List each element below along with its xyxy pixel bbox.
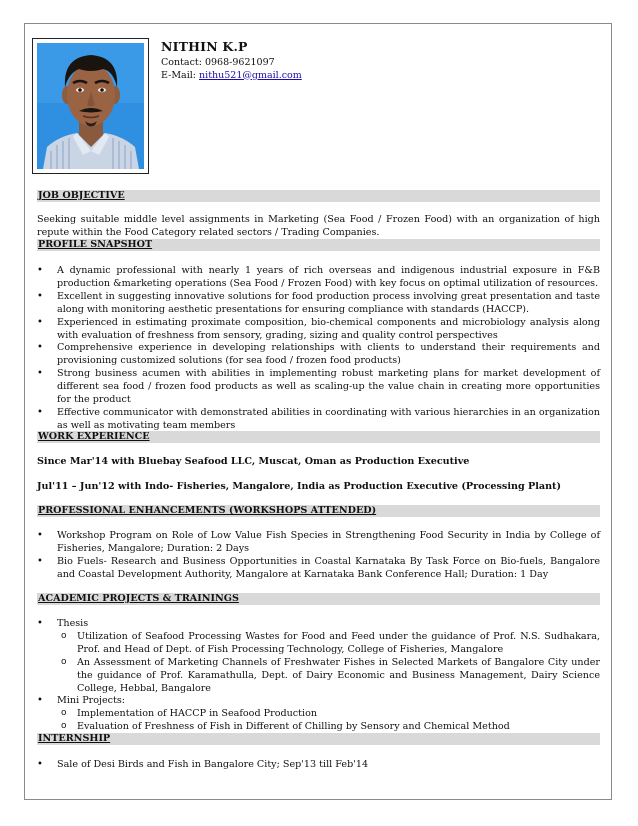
email-line — [161, 70, 302, 83]
section-header-work-experience: WORK EXPERIENCE — [37, 431, 600, 443]
list-item: • A dynamic professional with nearly 1 years of rich overseas and indigenous industrial exposure in F&B production &marketing operations (Sea Food / Frozen Food) with key focus on optimal utilization of resources. — [37, 265, 600, 291]
mini-projects-label: Mini Projects: — [57, 695, 126, 707]
internship-list — [37, 759, 600, 772]
contact-label: Contact: — [161, 57, 202, 68]
sub-list-item: o Evaluation of Freshness of Fish in Different of Chilling by Sensory and Chemical Method — [57, 721, 600, 734]
section-header-academic-projects: ACADEMIC PROJECTS & TRAININGS — [37, 593, 600, 605]
profile-photo-image — [37, 43, 144, 169]
list-item: • Excellent in suggesting innovative solutions for food production process involving great presentation and taste along with monitoring aesthetic presentations for ensuring compliance with standards (HACCP). — [37, 291, 600, 317]
candidate-name: NITHIN K.P — [161, 39, 248, 54]
contact-line — [161, 57, 302, 70]
email-label: E-Mail: — [161, 69, 196, 81]
list-item: • Strong business acumen with abilities in implementing robust marketing plans for market development of different sea food / frozen food products as well as scaling-up the value chain in creating more opportunities for the product — [37, 368, 600, 407]
list-item: • Comprehensive experience in developing relationships with clients to understand their requirements and provisioning customized solutions (for sea food / frozen food products) — [37, 342, 600, 368]
section-header-professional-enhancements: PROFESSIONAL ENHANCEMENTS (WORKSHOPS ATTENDED) — [37, 505, 600, 517]
section-header-job-objective: JOB OBJECTIVE — [37, 190, 600, 202]
mini-projects-sublist — [57, 708, 600, 734]
job-objective-text: Seeking suitable middle level assignments in Marketing (Sea Food / Frozen Food) with an organization of high repute within the Food Category related sectors / Trading Companies. — [37, 214, 600, 238]
section-header-internship: INTERNSHIP — [37, 733, 600, 745]
profile-photo — [32, 38, 149, 174]
thesis-label: Thesis — [57, 618, 89, 629]
profile-snapshot-list — [37, 265, 600, 433]
list-item: • Workshop Program on Role of Low Value Fish Species in Strengthening Food Security in India by College of Fisheries, Mangalore; Duration: 2 Days — [37, 530, 600, 556]
section-header-profile-snapshot: PROFILE SNAPSHOT — [37, 239, 600, 251]
list-item: • Sale of Desi Birds and Fish in Bangalore City; Sep'13 till Feb'14 — [37, 759, 600, 772]
work-entry-indo-fisheries: Jul'11 – Jun'12 with Indo- Fisheries, Mangalore, India as Production Executive (Processing Plant) — [37, 481, 562, 492]
academic-projects-list — [37, 618, 600, 734]
list-item-mini-projects — [37, 695, 600, 734]
resume-header — [161, 40, 302, 82]
work-entry-bluebay: Since Mar'14 with Bluebay Seafood LLC, Muscat, Oman as Production Executive — [37, 456, 470, 467]
sub-list-item: o An Assessment of Marketing Channels of Freshwater Fishes in Selected Markets of Bangalore City under the guidance of Prof. Karamathulla, Dept. of Dairy Economic and Business Management, Dairy Science College, Hebbal, Bangalore — [57, 657, 600, 696]
thesis-sublist — [57, 631, 600, 696]
list-item-thesis — [37, 618, 600, 695]
list-item: • Bio Fuels- Research and Business Opportunities in Coastal Karnataka By Task Force on Bio-fuels, Bangalore and Coastal Development Authority, Mangalore at Karnataka Bank Conference Hall; Duration: 1 Day — [37, 556, 600, 582]
sub-list-item: o Utilization of Seafood Processing Wastes for Food and Feed under the guidance of Prof. N.S. Sudhakara, Prof. and Head of Dept. of Fish Processing Technology, College of Fisheries, Mangalore — [57, 631, 600, 657]
sub-list-item: o Implementation of HACCP in Seafood Production — [57, 708, 600, 721]
workshops-list — [37, 530, 600, 582]
list-item: • Effective communicator with demonstrated abilities in coordinating with various hierarchies in an organization as well as motivating team members — [37, 407, 600, 433]
email-link[interactable]: nithu521@gmail.com — [199, 69, 302, 81]
contact-phone: 0968-9621097 — [204, 57, 275, 68]
list-item: • Experienced in estimating proximate composition, bio-chemical components and microbiology analysis along with evaluation of freshness from sensory, grading, sizing and quality control perspectives — [37, 317, 600, 343]
